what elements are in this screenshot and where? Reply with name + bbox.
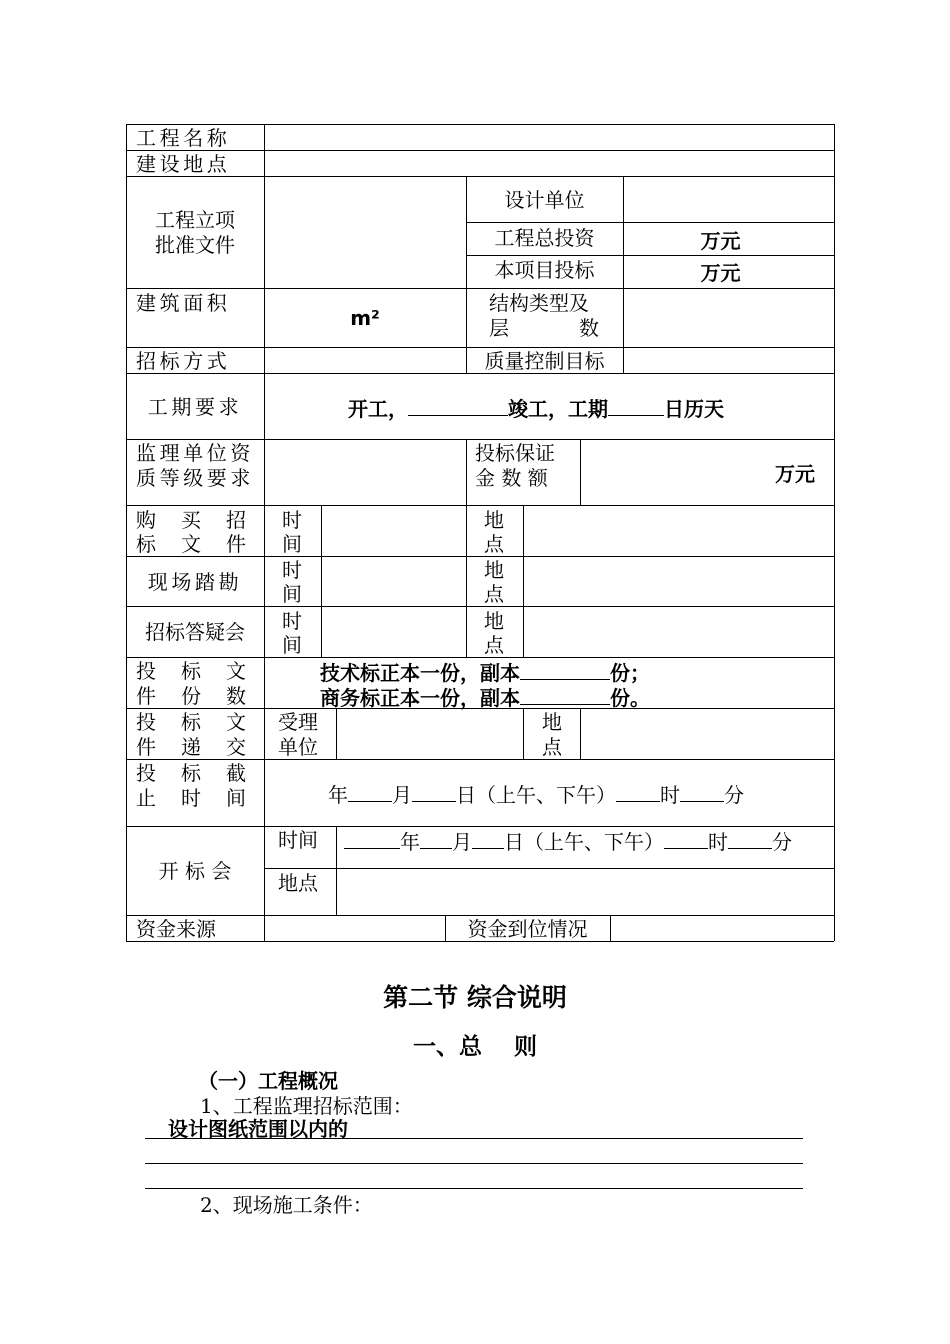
time-label: 时 xyxy=(282,609,302,633)
supervisor-qual-label-2: 质等级要求 xyxy=(136,466,254,490)
schedule-text: 开工， 竣工，工期 日历天 xyxy=(348,397,724,421)
time-label: 间 xyxy=(282,582,302,606)
bid-copies-label-1: 投 标 文 xyxy=(136,659,246,683)
place-label: 点 xyxy=(542,735,562,759)
item-1-answer: 设计图纸范围以内的 xyxy=(168,1117,348,1141)
subsection-title: （一）工程概况 xyxy=(198,1069,338,1093)
total-investment-unit: 万元 xyxy=(700,229,741,253)
structure-type-label: 结构类型及 xyxy=(489,291,589,315)
location-label: 建设地点 xyxy=(136,152,231,176)
place-label: 地 xyxy=(484,508,504,532)
bid-bond-unit: 万元 xyxy=(775,462,815,486)
time-label: 间 xyxy=(282,532,302,556)
answer-line xyxy=(145,1138,803,1139)
bid-bond-label-2: 金 数 额 xyxy=(475,466,548,490)
fund-source-label: 资金来源 xyxy=(136,917,216,941)
opening-time-label: 时间 xyxy=(278,828,318,852)
receiver-label-1: 受理 xyxy=(278,710,318,734)
bid-investment-label: 本项目投标 xyxy=(494,258,595,282)
item-2-label: 2、现场施工条件： xyxy=(200,1193,373,1217)
building-area-label: 建筑面积 xyxy=(136,291,231,315)
time-label: 时 xyxy=(282,558,302,582)
answer-line xyxy=(145,1188,803,1189)
buy-docs-label-2: 标 文 件 xyxy=(136,532,246,556)
approval-label-2: 批准文件 xyxy=(155,233,235,257)
project-name-label: 工程名称 xyxy=(136,126,231,150)
section-title: 第二节 综合说明 xyxy=(383,983,567,1012)
time-label: 时 xyxy=(282,508,302,532)
time-label: 间 xyxy=(282,633,302,657)
answer-line xyxy=(145,1163,803,1164)
buy-docs-label-1: 购 买 招 xyxy=(136,508,246,532)
opening-time-text: 年 月 日（上午、下午） 时 分 xyxy=(344,828,792,854)
receiver-label-2: 单位 xyxy=(278,735,318,759)
bid-copies-label-2: 件 份 数 xyxy=(136,684,246,708)
place-label: 地 xyxy=(542,710,562,734)
bid-submit-label-1: 投 标 文 xyxy=(136,710,246,734)
bid-investment-unit: 万元 xyxy=(700,261,741,285)
fund-status-label: 资金到位情况 xyxy=(467,917,588,941)
total-investment-label: 工程总投资 xyxy=(494,226,595,250)
chapter-title: 一、总 则 xyxy=(412,1034,538,1060)
qa-meeting-label: 招标答疑会 xyxy=(145,620,245,644)
place-label: 点 xyxy=(484,582,504,606)
quality-target-label: 质量控制目标 xyxy=(484,349,605,373)
copies-biz-text: 商务标正本一份，副本 份。 xyxy=(320,686,650,710)
deadline-label-1: 投 标 截 xyxy=(136,761,246,785)
supervisor-qual-label-1: 监理单位资 xyxy=(136,441,254,465)
bid-submit-label-2: 件 递 交 xyxy=(136,735,246,759)
item-1-label: 1、工程监理招标范围： xyxy=(200,1094,413,1118)
opening-place-label: 地点 xyxy=(278,871,318,895)
site-visit-label: 现场踏勘 xyxy=(147,570,243,594)
bid-method-label: 招标方式 xyxy=(136,349,231,373)
design-unit-label: 设计单位 xyxy=(504,188,585,212)
place-label: 地 xyxy=(484,609,504,633)
bid-bond-label-1: 投标保证 xyxy=(475,441,555,465)
area-unit: m² xyxy=(350,306,380,330)
deadline-text: 年 月 日（上午、下午） 时 分 xyxy=(328,783,744,807)
approval-label-1: 工程立项 xyxy=(155,208,235,232)
deadline-label-2: 止 时 间 xyxy=(136,786,246,810)
place-label: 地 xyxy=(484,558,504,582)
schedule-label: 工期要求 xyxy=(147,395,243,419)
opening-label: 开 标 会 xyxy=(158,859,232,883)
place-label: 点 xyxy=(484,532,504,556)
copies-tech-text: 技术标正本一份，副本 份； xyxy=(320,661,650,685)
structure-floors-label: 层 数 xyxy=(489,316,599,340)
place-label: 点 xyxy=(484,633,504,657)
